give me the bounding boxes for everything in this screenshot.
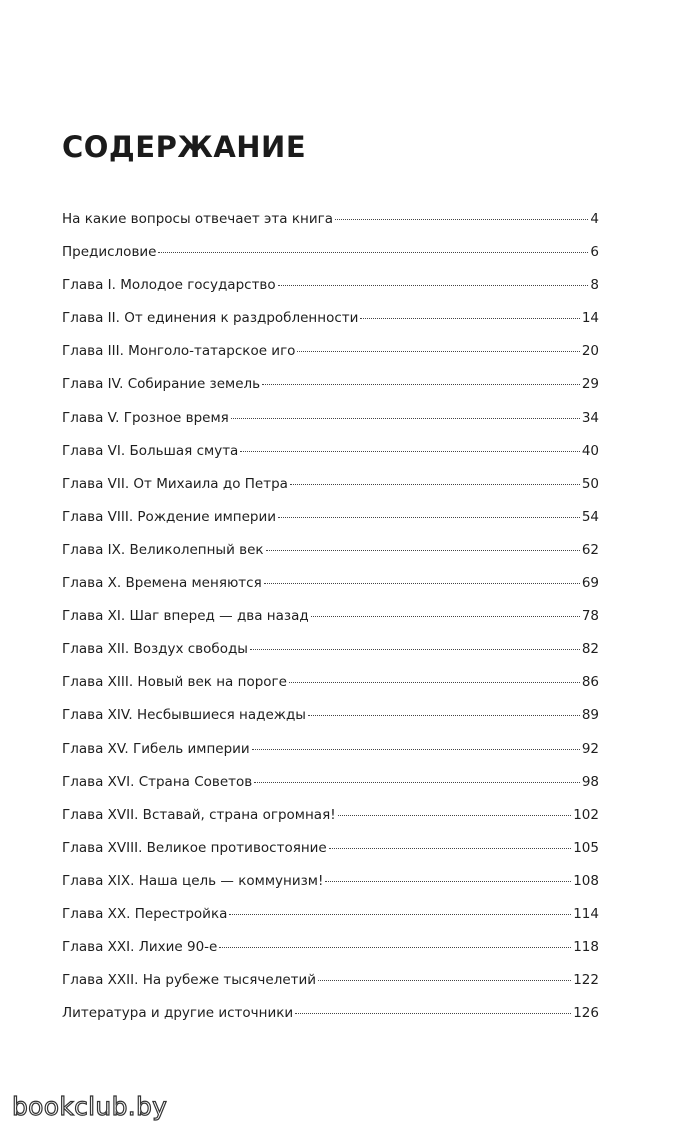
toc-entry-title: Глава I. Молодое государство [62, 277, 276, 294]
toc-entry-page-number: 122 [573, 972, 599, 989]
toc-entry-title: Глава II. От единения к раздробленности [62, 310, 359, 327]
toc-entry-page-number: 4 [590, 211, 599, 227]
toc-entry [62, 269, 599, 302]
dot-leader [289, 682, 580, 683]
toc-entry-page-number: 98 [581, 773, 599, 790]
toc-entry-title: Глава IV. Собирание земель [62, 376, 261, 393]
dot-leader [252, 749, 580, 750]
toc-entry [62, 534, 599, 567]
toc-entry-title: Глава XIX. Наша цель — коммунизм! [62, 872, 324, 889]
toc-entry-title: Глава IX. Великолепный век [62, 541, 264, 558]
toc-entry-title: Глава XIII. Новый век на пороге [62, 674, 287, 691]
dot-leader [264, 583, 580, 584]
toc-entry-title: Глава XX. Перестройка [62, 905, 228, 922]
dot-leader [295, 1013, 571, 1014]
toc-entry-page-number: 62 [581, 541, 599, 558]
dot-leader [338, 815, 572, 816]
toc-entry [62, 997, 599, 1030]
toc-entry [62, 435, 599, 468]
toc-entry-page-number: 50 [581, 475, 599, 492]
dot-leader [290, 484, 580, 485]
toc-entry-page-number: 86 [581, 674, 599, 691]
toc-entry-page-number: 69 [581, 575, 599, 592]
dot-leader [266, 550, 580, 551]
toc-entry-page-number: 14 [581, 310, 599, 327]
toc-entry-title: Глава XII. Воздух свободы [62, 641, 248, 658]
toc-entry-page-number: 89 [581, 707, 599, 724]
toc-entry-page-number: 108 [573, 872, 599, 889]
toc-entry-title: Глава XV. Гибель империи [62, 740, 250, 757]
dot-leader [308, 715, 580, 716]
toc-entry-title: Глава VIII. Рождение империи [62, 508, 277, 525]
toc-entry [62, 567, 599, 600]
toc-entry-page-number: 34 [581, 409, 599, 426]
dot-leader [229, 914, 571, 915]
toc-entry-page-number: 92 [581, 740, 599, 757]
dot-leader [325, 881, 571, 882]
toc-entry [62, 666, 599, 699]
dot-leader [360, 318, 579, 319]
toc-entry-page-number: 114 [573, 905, 599, 922]
toc-entry [62, 335, 599, 368]
toc-entry-title: Глава V. Грозное время [62, 409, 229, 426]
dot-leader [219, 947, 571, 948]
dot-leader [254, 782, 580, 783]
toc-entry [62, 633, 599, 666]
toc-entry [62, 964, 599, 997]
toc-entry-title: Глава XI. Шаг вперед — два назад [62, 608, 309, 625]
toc-entry-page-number: 54 [581, 508, 599, 525]
toc-entry [62, 203, 599, 236]
toc-entry-page-number: 29 [581, 376, 599, 393]
toc-entry [62, 699, 599, 732]
dot-leader [311, 616, 580, 617]
toc-entry-title: Глава XVII. Вставай, страна огромная! [62, 806, 336, 823]
toc-entry-page-number: 40 [581, 442, 599, 459]
toc-entry-page-number: 78 [581, 608, 599, 625]
toc-entry-title: Глава XVI. Страна Советов [62, 773, 253, 790]
toc-entry [62, 799, 599, 832]
toc-entry-title: Глава XVIII. Великое противостояние [62, 839, 327, 856]
watermark-logo: bookclub.by [12, 1092, 168, 1121]
dot-leader [335, 219, 588, 220]
toc-entry-page-number: 118 [573, 939, 599, 956]
toc-entry [62, 832, 599, 865]
toc-entry [62, 302, 599, 335]
toc-entry-title: Глава X. Времена меняются [62, 575, 262, 592]
toc-entry [62, 468, 599, 501]
toc-entry [62, 865, 599, 898]
dot-leader [318, 980, 571, 981]
dot-leader [278, 517, 580, 518]
toc-entry-page-number: 126 [573, 1005, 599, 1022]
toc-entry-title: Глава III. Монголо-татарское иго [62, 343, 296, 360]
dot-leader [158, 252, 588, 253]
dot-leader [329, 848, 571, 849]
dot-leader [250, 649, 580, 650]
toc-entry [62, 402, 599, 435]
dot-leader [297, 351, 579, 352]
toc-entry [62, 766, 599, 799]
toc-entry-page-number: 102 [573, 806, 599, 823]
toc-entry-page-number: 20 [581, 343, 599, 360]
toc-entry-title: Литература и другие источники [62, 1005, 294, 1022]
page-title: СОДЕРЖАНИЕ [62, 130, 307, 164]
toc-entry [62, 236, 599, 269]
toc-entry-page-number: 82 [581, 641, 599, 658]
toc-entry [62, 368, 599, 401]
toc-entry-title: Предисловие [62, 244, 157, 261]
toc-entry [62, 501, 599, 534]
toc-entry-page-number: 6 [590, 244, 599, 261]
toc-entry-title: Глава VI. Большая смута [62, 442, 239, 459]
toc-entry-page-number: 8 [590, 277, 599, 294]
dot-leader [231, 418, 580, 419]
table-of-contents [62, 203, 599, 1030]
toc-entry-page-number: 105 [573, 839, 599, 856]
toc-entry [62, 931, 599, 964]
toc-entry [62, 600, 599, 633]
dot-leader [262, 384, 580, 385]
toc-entry-title: На какие вопросы отвечает эта книга [62, 211, 333, 227]
toc-entry [62, 733, 599, 766]
toc-entry-title: Глава XXII. На рубеже тысячелетий [62, 972, 317, 989]
toc-entry-title: Глава XXI. Лихие 90-е [62, 939, 218, 956]
dot-leader [278, 285, 589, 286]
toc-entry-title: Глава XIV. Несбывшиеся надежды [62, 707, 306, 724]
dot-leader [240, 451, 579, 452]
toc-entry [62, 898, 599, 931]
toc-entry-title: Глава VII. От Михаила до Петра [62, 475, 288, 492]
